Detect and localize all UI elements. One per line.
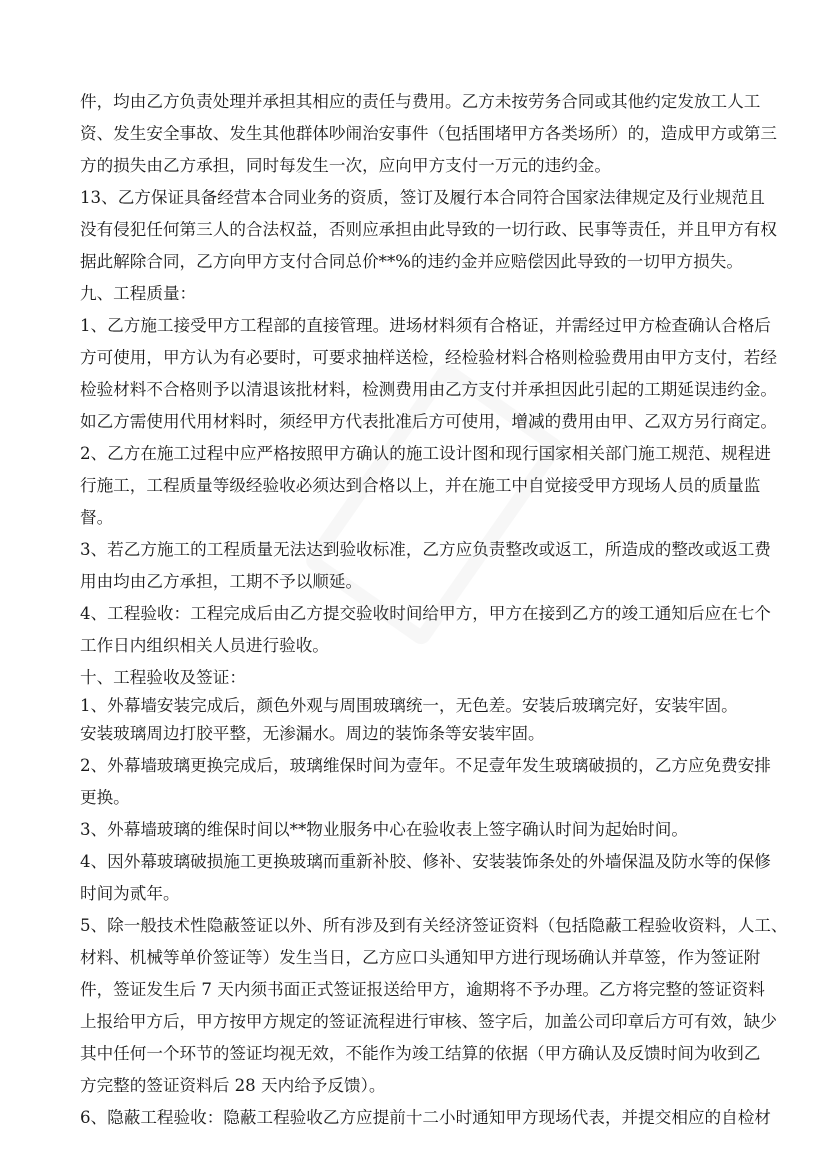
paragraph — [80, 310, 777, 438]
paragraph — [80, 662, 752, 694]
text-line: 检验材料不合格则予以清退该批材料，检测费用由乙方支付并承担因此引起的工期延误违约金。 — [80, 380, 777, 399]
text-line: 九、工程质量： — [80, 284, 197, 303]
text-line: 上报给甲方后，甲方按甲方规定的签证流程进行审核、签字后，加盖公司印章后方可有效，缺少 — [80, 1012, 777, 1031]
paragraph — [80, 910, 788, 1102]
paragraph — [80, 278, 752, 310]
text-line: 其中任何一个环节的签证均视无效，不能作为竣工结算的依据（甲方确认及反馈时间为收到乙 — [80, 1044, 761, 1063]
text-line: 资、发生安全事故、发生其他群体吵闹治安事件（包括围堵甲方各类场所）的，造成甲方或第三 — [80, 124, 777, 143]
text-line: 4、因外幕玻璃破损施工更换玻璃而重新补胶、修补、安装装饰条处的外墙保温及防水等的保修 — [80, 852, 771, 871]
paragraph — [80, 1102, 771, 1134]
text-line: 3、外幕墙玻璃的维保时间以**物业服务中心在验收表上签字确认时间为起始时间。 — [80, 820, 688, 839]
paragraph — [80, 182, 777, 278]
text-line: 材料、机械等单价签证等）发生当日，乙方应口头通知甲方进行现场确认并草签，作为签证附 — [80, 948, 761, 967]
text-line: 6、隐蔽工程验收：隐蔽工程验收乙方应提前十二小时通知甲方现场代表，并提交相应的自检材 — [80, 1108, 771, 1127]
paragraph — [80, 694, 752, 718]
text-line: 安装玻璃周边打胶平整，无渗漏水。周边的装饰条等安装牢固。 — [80, 724, 545, 743]
paragraph — [80, 438, 771, 534]
text-line: 4、工程验收：工程完成后由乙方提交验收时间给甲方，甲方在接到乙方的竣工通知后应在七个 — [80, 604, 771, 623]
text-line: 2、乙方在施工过程中应严格按照甲方确认的施工设计图和现行国家相关部门施工规范、规程进 — [80, 444, 771, 463]
text-line: 1、外幕墙安装完成后，颜色外观与周围玻璃统一，无色差。安装后玻璃完好，安装牢固。 — [80, 696, 738, 715]
paragraph — [80, 598, 771, 662]
text-line: 5、除一般技术性隐蔽签证以外、所有涉及到有关经济签证资料（包括隐蔽工程验收资料，人工、 — [80, 916, 788, 935]
text-line: 件，签证发生后 7 天内须书面正式签证报送给甲方，逾期将不予办理。乙方将完整的签证资料 — [80, 980, 765, 999]
text-line: 行施工，工程质量等级经验收必须达到合格以上，并在施工中自觉接受甲方现场人员的质量监 — [80, 476, 761, 495]
text-line: 如乙方需使用代用材料时，须经甲方代表批准后方可使用，增减的费用由甲、乙双方另行商定。 — [80, 412, 777, 431]
paragraph — [80, 718, 752, 750]
paragraph — [80, 86, 777, 182]
text-line: 1、乙方施工接受甲方工程部的直接管理。进场材料须有合格证，并需经过甲方检查确认合格后 — [80, 316, 771, 335]
text-line: 没有侵犯任何第三人的合法权益，否则应承担由此导致的一切行政、民事等责任，并且甲方有权 — [80, 220, 777, 239]
paragraph — [80, 534, 771, 598]
text-line: 3、若乙方施工的工程质量无法达到验收标准，乙方应负责整改或返工，所造成的整改或返工费 — [80, 540, 771, 559]
text-line: 工作日内组织相关人员进行验收。 — [80, 636, 329, 655]
text-line: 方完整的签证资料后 28 天内给予反馈）。 — [80, 1076, 386, 1095]
paragraph — [80, 846, 771, 910]
text-line: 据此解除合同，乙方向甲方支付合同总价**%的违约金并应赔偿因此导致的一切甲方损失。 — [80, 252, 743, 271]
document-page — [80, 86, 788, 1134]
paragraph — [80, 750, 771, 814]
text-line: 件，均由乙方负责处理并承担其相应的责任与费用。乙方未按劳务合同或其他约定发放工人工 — [80, 92, 761, 111]
text-line: 督。 — [80, 508, 114, 527]
text-line: 方的损失由乙方承担，同时每发生一次，应向甲方支付一万元的违约金。 — [80, 156, 611, 175]
text-line: 更换。 — [80, 788, 130, 807]
paragraph — [80, 814, 752, 846]
text-line: 13、乙方保证具备经营本合同业务的资质，签订及履行本合同符合国家法律规定及行业规范且 — [80, 188, 765, 207]
text-line: 2、外幕墙玻璃更换完成后，玻璃维保时间为壹年。不足壹年发生玻璃破损的，乙方应免费安排 — [80, 756, 771, 775]
text-line: 十、工程验收及签证： — [80, 668, 246, 687]
text-line: 方可使用，甲方认为有必要时，可要求抽样送检，经检验材料合格则检验费用由甲方支付，若经 — [80, 348, 777, 367]
text-line: 用由均由乙方承担，工期不予以顺延。 — [80, 572, 363, 591]
text-line: 时间为贰年。 — [80, 884, 180, 903]
